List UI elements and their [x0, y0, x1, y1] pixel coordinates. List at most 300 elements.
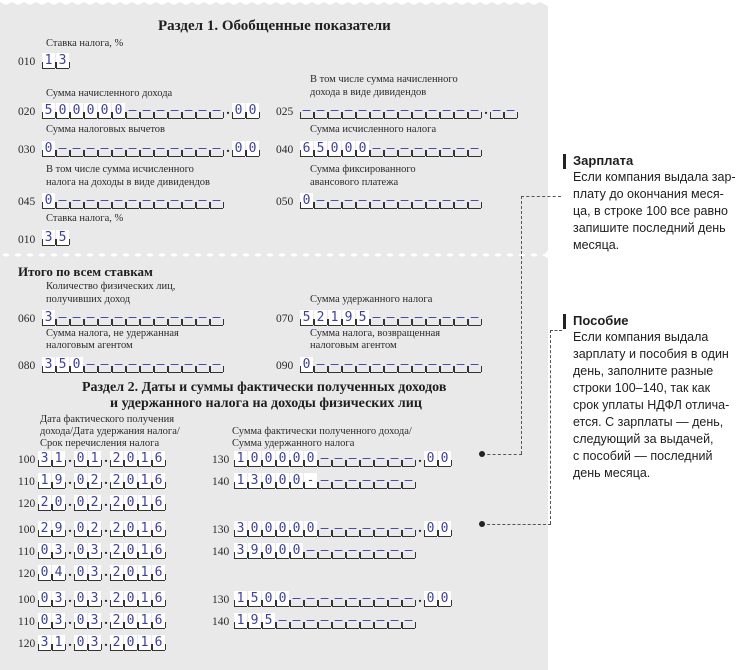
- digit-cell: –: [360, 451, 373, 467]
- digit-cell: –: [332, 451, 345, 467]
- digit-cell: –: [70, 141, 83, 157]
- digit-cell: –: [402, 521, 415, 537]
- digit-cell: –: [384, 357, 397, 373]
- digit-cell: 0: [74, 635, 87, 651]
- digit-cell: 3: [38, 635, 51, 651]
- tax-amount-field[interactable]: [234, 542, 416, 559]
- digit-cell: 0: [124, 473, 137, 489]
- digit-cell: –: [384, 193, 397, 209]
- digit-cell: –: [154, 357, 167, 373]
- digit-cell: 0: [42, 141, 55, 157]
- income-code: 020: [18, 106, 36, 118]
- date-separator: .: [104, 473, 108, 488]
- income-amount-field[interactable]: [234, 450, 452, 467]
- digit-cell: –: [314, 193, 327, 209]
- row-code-120: 120: [18, 568, 36, 580]
- digit-cell: –: [98, 310, 111, 326]
- tax-amount-field[interactable]: [234, 612, 416, 629]
- kopeck-cell: –: [504, 103, 517, 119]
- rate2-field[interactable]: [42, 229, 70, 246]
- digit-cell: –: [182, 193, 195, 209]
- tax-amount-field[interactable]: [234, 472, 416, 489]
- digit-cell: –: [154, 103, 167, 119]
- rate-label: Ставка налога, %: [46, 38, 124, 49]
- not-withheld-label-2: налоговым агентом: [46, 340, 133, 351]
- digit-cell: –: [126, 103, 139, 119]
- row-code-110: 110: [18, 546, 35, 558]
- calc-tax-label: Сумма исчисленного налога: [310, 124, 437, 135]
- digit-cell: 3: [88, 565, 101, 581]
- withheld-field[interactable]: [300, 309, 482, 326]
- date-separator: .: [68, 565, 72, 580]
- date-separator: .: [104, 635, 108, 650]
- digit-cell: 2: [38, 495, 51, 511]
- digit-cell: 5: [262, 613, 275, 629]
- deductions-label: Сумма налоговых вычетов: [46, 124, 166, 135]
- income-field[interactable]: [42, 102, 260, 119]
- row-code-110: 110: [18, 476, 35, 488]
- persons-label-1: Количество физических лиц,: [46, 281, 176, 292]
- decimal-point: .: [418, 591, 422, 606]
- row-code-110: 110: [18, 616, 35, 628]
- date-separator: .: [104, 495, 108, 510]
- digit-cell: 5: [314, 141, 327, 157]
- income-amount-field[interactable]: [234, 590, 452, 607]
- date-separator: .: [104, 565, 108, 580]
- digit-cell: –: [196, 310, 209, 326]
- date-separator: .: [104, 521, 108, 536]
- date-field-110[interactable]: [38, 542, 166, 559]
- digit-cell: –: [468, 357, 481, 373]
- kopeck-cell: 0: [438, 451, 451, 467]
- digit-cell: –: [56, 193, 69, 209]
- digit-cell: –: [98, 193, 111, 209]
- digit-cell: 1: [38, 473, 51, 489]
- digit-cell: –: [360, 473, 373, 489]
- digit-cell: –: [346, 521, 359, 537]
- kopeck-cell: 0: [246, 141, 259, 157]
- date-separator: .: [104, 451, 108, 466]
- digit-cell: –: [168, 193, 181, 209]
- digit-cell: 5: [56, 230, 69, 246]
- digit-cell: 0: [300, 193, 313, 209]
- digit-cell: –: [454, 193, 467, 209]
- date-separator: .: [68, 543, 72, 558]
- digit-cell: 0: [356, 141, 369, 157]
- row-code-130: 130: [212, 594, 230, 606]
- digit-cell: 0: [276, 451, 289, 467]
- digit-cell: –: [384, 310, 397, 326]
- date-field-110[interactable]: [38, 472, 166, 489]
- digit-cell: –: [314, 357, 327, 373]
- kopeck-cell: 0: [438, 521, 451, 537]
- note-salary-line: плату до окончания меся-: [573, 187, 724, 201]
- digit-cell: 6: [152, 473, 165, 489]
- left-header-1: Дата фактического получения: [40, 414, 175, 425]
- digit-cell: –: [426, 310, 439, 326]
- digit-cell: 0: [74, 473, 87, 489]
- calc-tax-code: 040: [276, 144, 294, 156]
- kopeck-cell: 0: [424, 521, 437, 537]
- dividends-label-1: В том числе сумма начисленного: [310, 74, 458, 85]
- digit-cell: 5: [248, 591, 261, 607]
- section1-title: Раздел 1. Обобщенные показатели: [158, 18, 391, 34]
- date-separator: .: [104, 613, 108, 628]
- digit-cell: 3: [234, 543, 247, 559]
- digit-cell: 3: [234, 521, 247, 537]
- digit-cell: –: [398, 310, 411, 326]
- decimal-point: .: [418, 451, 422, 466]
- digit-cell: –: [370, 357, 383, 373]
- digit-cell: –: [388, 613, 401, 629]
- digit-cell: –: [426, 103, 439, 119]
- digit-cell: –: [290, 591, 303, 607]
- digit-cell: –: [140, 357, 153, 373]
- digit-cell: –: [356, 193, 369, 209]
- digit-cell: 2: [110, 451, 123, 467]
- digit-cell: 0: [248, 521, 261, 537]
- digit-cell: 1: [328, 310, 341, 326]
- digit-cell: –: [342, 193, 355, 209]
- digit-cell: 0: [304, 451, 317, 467]
- digit-cell: 0: [124, 591, 137, 607]
- digit-cell: 0: [248, 451, 261, 467]
- digit-cell: –: [318, 451, 331, 467]
- digit-cell: 0: [262, 473, 275, 489]
- row-code-130: 130: [212, 454, 230, 466]
- digit-cell: –: [182, 357, 195, 373]
- digit-cell: 0: [84, 103, 97, 119]
- digit-cell: 3: [248, 473, 261, 489]
- digit-cell: –: [182, 141, 195, 157]
- digit-cell: 0: [342, 141, 355, 157]
- row-code-100: 100: [18, 524, 36, 536]
- digit-cell: 0: [290, 521, 303, 537]
- note-benefit: [573, 312, 729, 482]
- date-field-100[interactable]: [38, 520, 166, 537]
- connector-benefit-h2: [482, 524, 551, 525]
- digit-cell: –: [332, 473, 345, 489]
- fixed-field[interactable]: [300, 192, 482, 209]
- not-withheld-label-1: Сумма налога, не удержанная: [46, 328, 179, 339]
- digit-cell: –: [328, 193, 341, 209]
- digit-cell: –: [454, 141, 467, 157]
- digit-cell: –: [168, 103, 181, 119]
- kopeck-cell: 0: [424, 451, 437, 467]
- digit-cell: 9: [342, 310, 355, 326]
- digit-cell: –: [98, 141, 111, 157]
- left-header-2: дохода/Дата удержания налога/: [40, 426, 180, 437]
- digit-cell: –: [182, 310, 195, 326]
- digit-cell: –: [154, 141, 167, 157]
- digit-cell: –: [126, 141, 139, 157]
- digit-cell: –: [402, 613, 415, 629]
- digit-cell: 0: [290, 451, 303, 467]
- digit-cell: 0: [70, 103, 83, 119]
- digit-cell: –: [126, 310, 139, 326]
- digit-cell: 0: [262, 451, 275, 467]
- digit-cell: –: [210, 193, 223, 209]
- note-salary-line: ца, в строке 100 все равно: [573, 204, 728, 218]
- digit-cell: –: [346, 613, 359, 629]
- digit-cell: –: [140, 141, 153, 157]
- digit-cell: 3: [52, 543, 65, 559]
- digit-cell: –: [70, 310, 83, 326]
- digit-cell: –: [126, 193, 139, 209]
- digit-cell: –: [140, 103, 153, 119]
- date-separator: .: [68, 591, 72, 606]
- digit-cell: 0: [38, 565, 51, 581]
- dividends-field[interactable]: [300, 102, 518, 119]
- connector-benefit-h: [550, 330, 562, 331]
- digit-cell: –: [426, 193, 439, 209]
- digit-cell: 1: [138, 613, 151, 629]
- date-field-120[interactable]: [38, 564, 166, 581]
- kopeck-cell: –: [490, 103, 503, 119]
- digit-cell: 0: [74, 565, 87, 581]
- digit-cell: –: [398, 193, 411, 209]
- digit-cell: –: [304, 543, 317, 559]
- digit-cell: –: [412, 141, 425, 157]
- date-separator: .: [68, 635, 72, 650]
- digit-cell: –: [440, 103, 453, 119]
- row-code-140: 140: [212, 616, 230, 628]
- digit-cell: 2: [110, 635, 123, 651]
- deductions-code: 030: [18, 144, 36, 156]
- digit-cell: –: [210, 310, 223, 326]
- digit-cell: –: [196, 193, 209, 209]
- note-benefit-line: день месяца.: [573, 466, 651, 480]
- note-salary-heading: Зарплата: [573, 153, 634, 168]
- digit-cell: –: [300, 103, 313, 119]
- digit-cell: 6: [300, 141, 313, 157]
- digit-cell: –: [196, 141, 209, 157]
- digit-cell: 2: [110, 613, 123, 629]
- dividends-code: 025: [276, 106, 294, 118]
- row-code-130: 130: [212, 524, 230, 536]
- rate-field[interactable]: [42, 52, 70, 69]
- digit-cell: 2: [88, 473, 101, 489]
- digit-cell: –: [318, 591, 331, 607]
- digit-cell: 2: [110, 473, 123, 489]
- digit-cell: –: [468, 103, 481, 119]
- digit-cell: –: [154, 193, 167, 209]
- digit-cell: –: [70, 193, 83, 209]
- digit-cell: 2: [110, 565, 123, 581]
- digit-cell: –: [402, 591, 415, 607]
- date-field-120[interactable]: [38, 634, 166, 651]
- left-header-3: Срок перечисления налога: [40, 438, 160, 449]
- digit-cell: 9: [52, 521, 65, 537]
- returned-code: 090: [276, 360, 294, 372]
- digit-cell: 2: [110, 495, 123, 511]
- digit-cell: 0: [38, 591, 51, 607]
- digit-cell: 1: [234, 613, 247, 629]
- div-tax-label-1: В том числе сумма исчисленного: [46, 164, 194, 175]
- row-code-140: 140: [212, 546, 230, 558]
- digit-cell: 5: [356, 310, 369, 326]
- digit-cell: –: [84, 357, 97, 373]
- digit-cell: –: [318, 473, 331, 489]
- digit-cell: –: [440, 141, 453, 157]
- digit-cell: 6: [152, 451, 165, 467]
- note-salary: [573, 152, 736, 254]
- digit-cell: 0: [276, 543, 289, 559]
- digit-cell: –: [196, 103, 209, 119]
- digit-cell: 3: [42, 230, 55, 246]
- digit-cell: –: [426, 141, 439, 157]
- withheld-label: Сумма удержанного налога: [310, 294, 433, 305]
- digit-cell: –: [290, 613, 303, 629]
- not-withheld-field[interactable]: [42, 356, 224, 373]
- note-salary-bar: [563, 154, 566, 169]
- income-label: Сумма начисленного дохода: [46, 88, 173, 99]
- digit-cell: 3: [42, 357, 55, 373]
- digit-cell: –: [168, 357, 181, 373]
- digit-cell: 0: [262, 543, 275, 559]
- digit-cell: 2: [38, 521, 51, 537]
- calc-tax-field[interactable]: [300, 140, 482, 157]
- digit-cell: 0: [112, 103, 125, 119]
- digit-cell: –: [112, 310, 125, 326]
- digit-cell: –: [360, 591, 373, 607]
- digit-cell: 1: [138, 565, 151, 581]
- torn-edge-middle-upper: [0, 252, 548, 260]
- digit-cell: –: [112, 357, 125, 373]
- date-separator: .: [104, 591, 108, 606]
- digit-cell: 0: [74, 451, 87, 467]
- digit-cell: –: [388, 521, 401, 537]
- digit-cell: 0: [262, 591, 275, 607]
- deductions-field[interactable]: [42, 140, 260, 157]
- digit-cell: –: [112, 141, 125, 157]
- digit-cell: 1: [234, 473, 247, 489]
- digit-cell: 0: [124, 565, 137, 581]
- digit-cell: –: [276, 613, 289, 629]
- date-field-120[interactable]: [38, 494, 166, 511]
- digit-cell: –: [304, 613, 317, 629]
- fixed-code: 050: [276, 196, 294, 208]
- row-code-100: 100: [18, 454, 36, 466]
- digit-cell: –: [468, 310, 481, 326]
- kopeck-cell: 0: [246, 103, 259, 119]
- fixed-label-1: Сумма фиксированного: [310, 164, 416, 175]
- digit-cell: 0: [42, 193, 55, 209]
- note-salary-line: запишите последний день: [573, 221, 726, 235]
- digit-cell: 0: [74, 543, 87, 559]
- digit-cell: 1: [52, 635, 65, 651]
- digit-cell: –: [342, 357, 355, 373]
- digit-cell: –: [374, 543, 387, 559]
- returned-field[interactable]: [300, 356, 482, 373]
- date-field-110[interactable]: [38, 612, 166, 629]
- digit-cell: –: [314, 103, 327, 119]
- digit-cell: –: [454, 310, 467, 326]
- digit-cell: –: [426, 357, 439, 373]
- totals-title: Итого по всем ставкам: [18, 264, 153, 279]
- digit-cell: –: [328, 103, 341, 119]
- digit-cell: –: [140, 310, 153, 326]
- date-separator: .: [104, 543, 108, 558]
- digit-cell: 6: [152, 591, 165, 607]
- date-field-100[interactable]: [38, 590, 166, 607]
- digit-cell: –: [168, 141, 181, 157]
- digit-cell: –: [398, 103, 411, 119]
- digit-cell: 2: [110, 543, 123, 559]
- note-benefit-line: строки 100–140, так как: [573, 381, 711, 395]
- digit-cell: 1: [138, 495, 151, 511]
- digit-cell: 1: [88, 451, 101, 467]
- row-code-120: 120: [18, 498, 36, 510]
- digit-cell: –: [84, 310, 97, 326]
- note-benefit-heading: Пособие: [573, 313, 629, 328]
- section2-title-line1: Раздел 2. Даты и суммы фактически полученных доходов: [82, 380, 447, 395]
- row-code-140: 140: [212, 476, 230, 488]
- digit-cell: -: [304, 473, 317, 489]
- digit-cell: –: [388, 451, 401, 467]
- connector-salary-v: [521, 196, 522, 454]
- right-header-2: Сумма удержанного налога: [232, 438, 355, 449]
- date-field-100[interactable]: [38, 450, 166, 467]
- date-separator: .: [68, 613, 72, 628]
- digit-cell: 0: [74, 591, 87, 607]
- digit-cell: 0: [56, 103, 69, 119]
- note-benefit-line: срок уплаты НДФЛ отлича-: [573, 398, 730, 412]
- digit-cell: 2: [88, 495, 101, 511]
- digit-cell: 1: [138, 521, 151, 537]
- digit-cell: –: [318, 543, 331, 559]
- digit-cell: –: [412, 310, 425, 326]
- digit-cell: 9: [248, 543, 261, 559]
- digit-cell: –: [346, 451, 359, 467]
- digit-cell: 3: [52, 613, 65, 629]
- digit-cell: 2: [110, 521, 123, 537]
- digit-cell: 9: [248, 613, 261, 629]
- digit-cell: –: [468, 193, 481, 209]
- digit-cell: 0: [38, 613, 51, 629]
- digit-cell: –: [56, 141, 69, 157]
- returned-label-1: Сумма налога, возвращенная: [310, 328, 441, 339]
- digit-cell: 0: [124, 635, 137, 651]
- digit-cell: –: [402, 473, 415, 489]
- digit-cell: 2: [314, 310, 327, 326]
- digit-cell: 2: [88, 521, 101, 537]
- div-tax-field[interactable]: [42, 192, 224, 209]
- income-amount-field[interactable]: [234, 520, 452, 537]
- digit-cell: –: [454, 103, 467, 119]
- digit-cell: –: [374, 591, 387, 607]
- date-separator: .: [68, 473, 72, 488]
- fixed-label-2: авансового платежа: [310, 177, 399, 188]
- digit-cell: –: [402, 543, 415, 559]
- digit-cell: –: [112, 193, 125, 209]
- digit-cell: 3: [88, 591, 101, 607]
- right-header-1: Сумма фактически полученного дохода/: [232, 426, 412, 437]
- digit-cell: –: [384, 141, 397, 157]
- digit-cell: 0: [276, 591, 289, 607]
- note-salary-line: месяца.: [573, 238, 620, 252]
- digit-cell: –: [210, 103, 223, 119]
- digit-cell: 3: [88, 543, 101, 559]
- note-benefit-line: следующий за выдачей,: [573, 432, 714, 446]
- digit-cell: 3: [88, 613, 101, 629]
- dividends-label-2: дохода в виде дивидендов: [310, 87, 427, 98]
- digit-cell: –: [374, 613, 387, 629]
- digit-cell: 0: [290, 543, 303, 559]
- digit-cell: –: [210, 141, 223, 157]
- date-separator: .: [68, 451, 72, 466]
- persons-field[interactable]: [42, 309, 224, 326]
